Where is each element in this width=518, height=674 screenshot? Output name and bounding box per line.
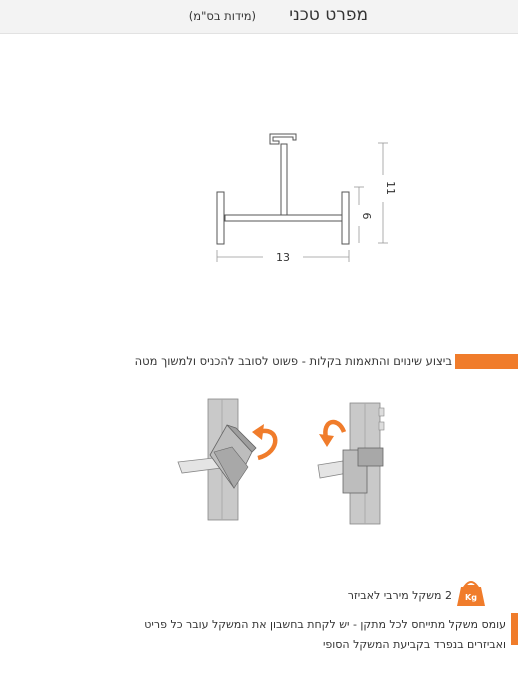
weight-icon	[456, 577, 486, 607]
weight-note	[36, 615, 506, 655]
note-accent-bar	[511, 613, 518, 645]
weight-label: 2 משקל מירבי לאביזר	[347, 589, 452, 602]
page-title: מפרט טכני	[289, 5, 368, 25]
section-title: ביצוע שינוים והתאמות בקלות - פשוט לסובב להכניס ולמשוך מטה	[134, 354, 452, 368]
weight-note-line-1: עומס משקל מתייחס לכל מתקן - יש לקחת בחשבון את המשקל עובר כל פריט	[144, 618, 506, 631]
side-dimension-label: 6	[360, 212, 373, 220]
page-subtitle: (מידות בס"מ)	[188, 9, 256, 23]
width-dimension-label: 13	[276, 251, 290, 264]
weight-note-line-2: ואביזרים בנפרד בקביעת המשקל הסופי	[322, 638, 506, 651]
height-dimension-label: 11	[384, 181, 397, 195]
weight-icon-text: Kg	[465, 593, 477, 602]
